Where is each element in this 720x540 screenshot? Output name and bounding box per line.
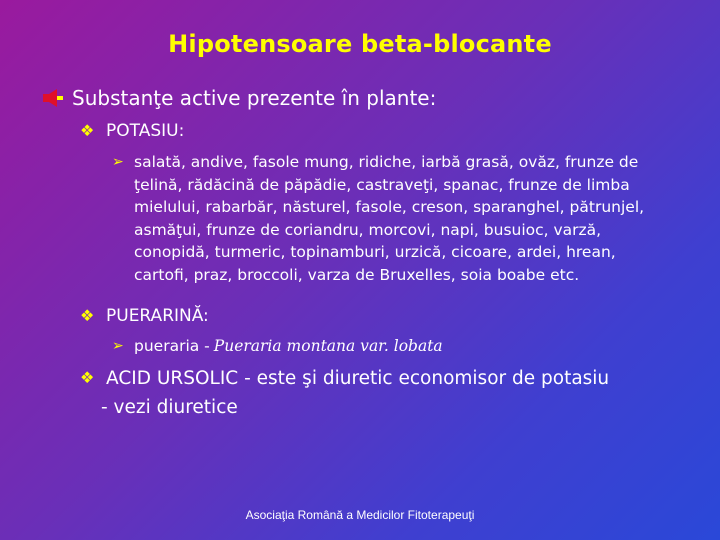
list-item-puerarina xyxy=(80,306,209,326)
sub-item-potasiu xyxy=(112,151,664,287)
arrow-bullet-icon: ➢ xyxy=(112,338,124,354)
slide-title: Hipotensoare beta-blocante xyxy=(168,30,552,58)
list-item-potasiu xyxy=(80,121,184,141)
item-label: PUERARINĂ: xyxy=(106,306,209,326)
diamond-bullet-icon: ❖ xyxy=(80,368,95,387)
heading-text: Substanţe active prezente în plante: xyxy=(72,86,437,110)
speaker-icon xyxy=(42,89,64,107)
sub-item-latin-name: Pueraria montana var. lobata xyxy=(213,337,443,355)
item-continuation: - vezi diuretice xyxy=(101,397,238,418)
list-item-ursolic xyxy=(80,368,609,389)
sub-item-puerarina xyxy=(112,335,443,358)
arrow-bullet-icon: ➢ xyxy=(112,154,124,170)
footer-text: Asociaţia Română a Medicilor Fitoterapeuţi xyxy=(245,508,475,522)
diamond-bullet-icon: ❖ xyxy=(80,306,95,325)
sub-item-prefix: pueraria - xyxy=(134,337,210,355)
diamond-bullet-icon: ❖ xyxy=(80,121,95,140)
sub-item-text: salată, andive, fasole mung, ridiche, iarbă grasă, ovăz, frunze de ţelină, rădăcină de păpădie, castraveţi, spanac, frunze de limba mielului, rabarbăr, năsturel, fasole, creson, sparanghel, pătrunjel, asmăţui, frunze de coriandru, morcovi, napi, busuioc, varză, conopidă, turmeric, topinamburi, urzică, cicoare, ardei, hrean, cartofi, praz, broccoli, varza de Bruxelles, soia boabe etc. xyxy=(134,153,645,284)
item-label: ACID URSOLIC - este şi diuretic economisor de potasiu xyxy=(106,368,610,389)
item-label: POTASIU: xyxy=(106,121,185,141)
heading-line xyxy=(42,86,436,110)
